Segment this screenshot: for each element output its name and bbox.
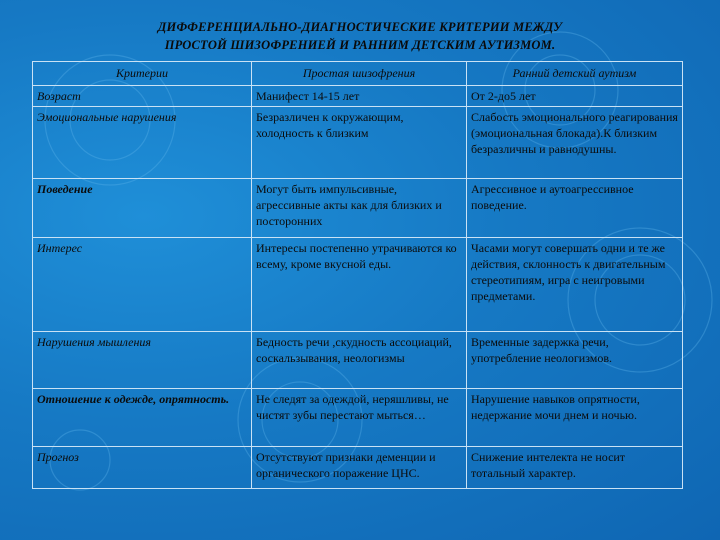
autism-cell: Нарушение навыков опрятности, недержание мочи днем и ночью. — [467, 389, 683, 447]
autism-cell: От 2-до5 лет — [467, 86, 683, 107]
page-title — [0, 18, 720, 54]
autism-cell: Снижение интелекта не носит тотальный характер. — [467, 447, 683, 489]
table-row — [33, 86, 683, 107]
schizophrenia-cell: Отсутствуют признаки деменции и органического поражение ЦНС. — [252, 447, 467, 489]
schizophrenia-cell: Манифест 14-15 лет — [252, 86, 467, 107]
schizophrenia-cell: Интересы постепенно утрачиваются ко всему, кроме вкусной еды. — [252, 238, 467, 332]
criterion-cell: Прогноз — [33, 447, 252, 489]
autism-cell: Агрессивное и аутоагрессивное поведение. — [467, 179, 683, 238]
table-header-row — [33, 62, 683, 86]
criterion-cell: Интерес — [33, 238, 252, 332]
autism-cell: Слабость эмоционального реагирования (эмоциональная блокада).К близким безразличны и равнодушны. — [467, 107, 683, 179]
header-criteria: Критерии — [33, 62, 252, 86]
criterion-cell: Возраст — [33, 86, 252, 107]
table-row — [33, 389, 683, 447]
title-line-2: ПРОСТОЙ ШИЗОФРЕНИЕЙ И РАННИМ ДЕТСКИМ АУТИЗМОМ. — [164, 38, 556, 52]
title-line-1: ДИФФЕРЕНЦИАЛЬНО-ДИАГНОСТИЧЕСКИЕ КРИТЕРИИ МЕЖДУ — [157, 20, 563, 34]
table-row — [33, 332, 683, 389]
criterion-cell: Отношение к одежде, опрятность. — [33, 389, 252, 447]
header-schizophrenia: Простая шизофрения — [252, 62, 467, 86]
criteria-table — [32, 61, 683, 489]
schizophrenia-cell: Не следят за одеждой, неряшливы, не чистят зубы перестают мыться… — [252, 389, 467, 447]
schizophrenia-cell: Могут быть импульсивные, агрессивные акты как для близких и посторонних — [252, 179, 467, 238]
criterion-cell: Нарушения мышления — [33, 332, 252, 389]
schizophrenia-cell: Безразличен к окружающим, холодность к близким — [252, 107, 467, 179]
header-autism: Ранний детский аутизм — [467, 62, 683, 86]
schizophrenia-cell: Бедность речи ,скудность ассоциаций, соскальзывания, неологизмы — [252, 332, 467, 389]
table-row — [33, 447, 683, 489]
table-row — [33, 107, 683, 179]
criterion-cell: Эмоциональные нарушения — [33, 107, 252, 179]
table-row — [33, 238, 683, 332]
criterion-cell: Поведение — [33, 179, 252, 238]
autism-cell: Часами могут совершать одни и те же действия, склонность к двигательным стереотипиям, игра с неигровыми предметами. — [467, 238, 683, 332]
autism-cell: Временные задержка речи, употребление неологизмов. — [467, 332, 683, 389]
table-row — [33, 179, 683, 238]
